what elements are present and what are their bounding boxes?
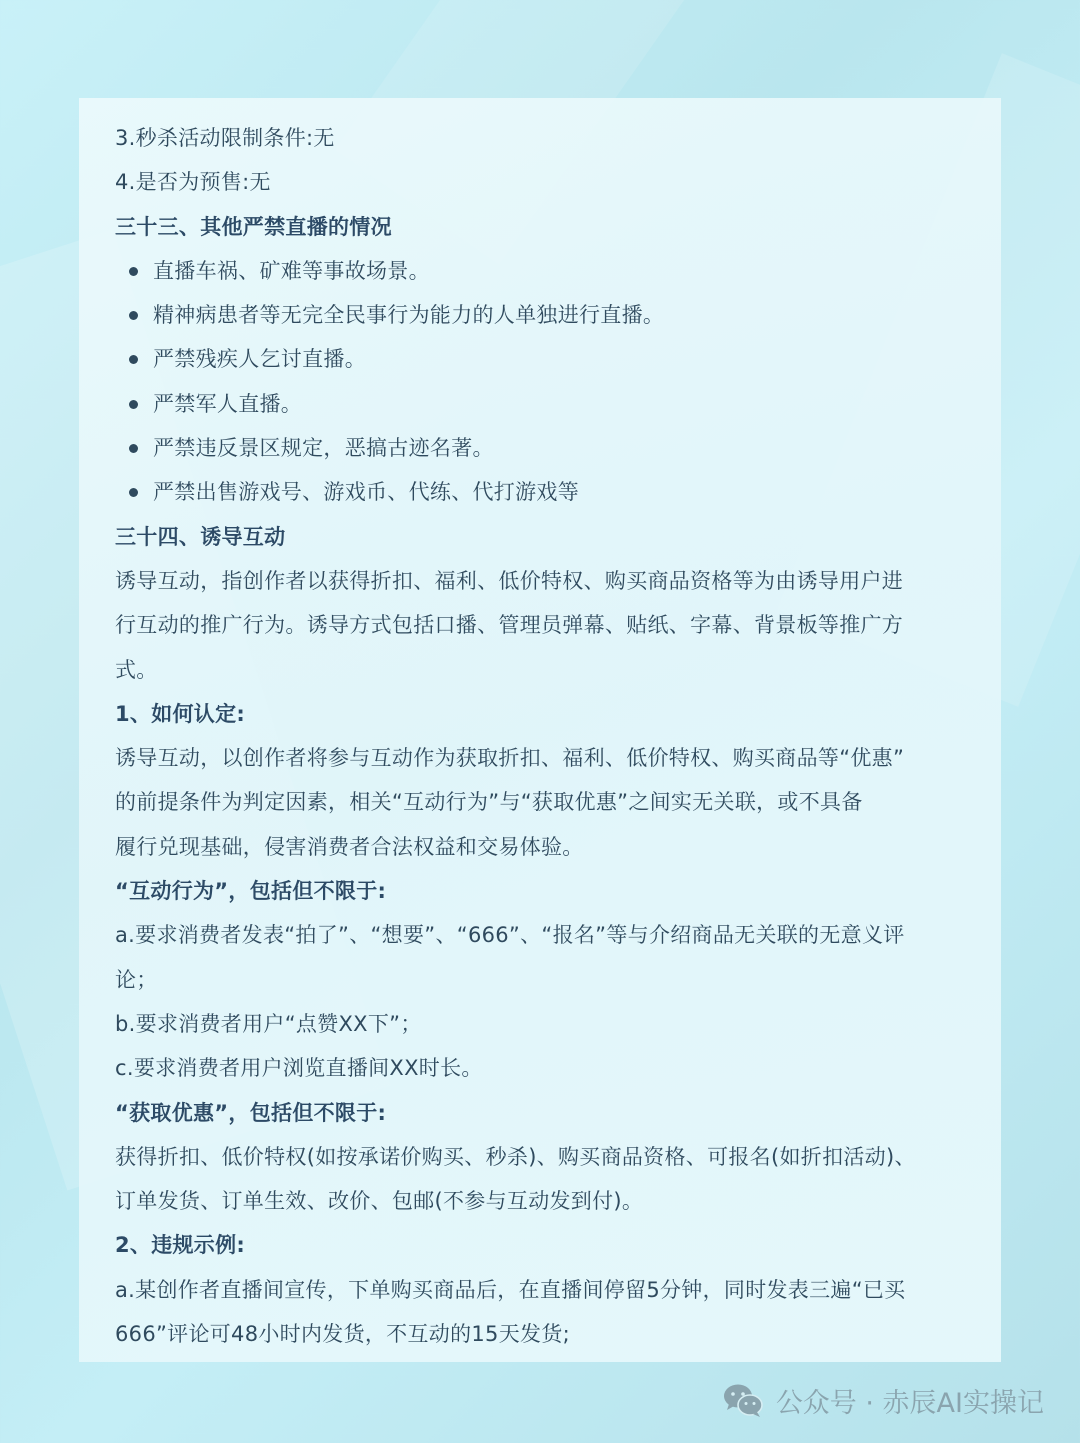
- bullet-item: [115, 426, 1001, 470]
- bullet-item: [115, 470, 1001, 514]
- watermark: [722, 1378, 1044, 1422]
- bullet-dot-icon: [129, 488, 138, 497]
- paragraph-line: 诱导互动，以创作者将参与互动作为获取折扣、福利、低价特权、购买商品等“优惠”: [115, 746, 905, 771]
- section-heading: 三十三、其他严禁直播的情况: [115, 214, 392, 239]
- bullet-item: [115, 249, 1001, 293]
- bullet-text: 严禁残疾人乞讨直播。: [153, 347, 366, 372]
- bullet-text: 直播车祸、矿难等事故场景。: [153, 258, 430, 283]
- subsection-heading: “获取优惠”，包括但不限于:: [115, 1100, 387, 1125]
- subsection-heading: 1、如何认定:: [115, 701, 246, 726]
- paragraph-line: 行互动的推广行为。诱导方式包括口播、管理员弹幕、贴纸、字幕、背景板等推广方: [115, 613, 904, 638]
- bullet-text: 精神病患者等无完全民事行为能力的人单独进行直播。: [153, 303, 665, 328]
- paragraph-line: 诱导互动，指创作者以获得折扣、福利、低价特权、购买商品资格等为由诱导用户进: [115, 568, 904, 593]
- paragraph-line: c.要求消费者用户浏览直播间XX时长。: [115, 1056, 483, 1081]
- paragraph-line: 订单发货、订单生效、改价、包邮(不参与互动发到付)。: [115, 1189, 644, 1214]
- paragraph-line: 式。: [115, 657, 158, 682]
- text-line: 3.秒杀活动限制条件:无: [115, 126, 335, 150]
- paragraph-line: 履行兑现基础，侵害消费者合法权益和交易体验。: [115, 834, 584, 859]
- bullet-dot-icon: [129, 267, 138, 276]
- paragraph-line: 666”评论可48小时内发货，不互动的15天发货;: [115, 1322, 570, 1347]
- bullet-text: 严禁军人直播。: [153, 391, 303, 416]
- section-heading: 三十四、诱导互动: [115, 524, 286, 549]
- bullet-item: [115, 293, 1001, 337]
- bullet-dot-icon: [129, 400, 138, 409]
- watermark-text: 公众号 · 赤辰AI实操记: [775, 1387, 1044, 1419]
- bullet-text: 严禁出售游戏号、游戏币、代练、代打游戏等: [153, 480, 579, 505]
- bullet-item: [115, 382, 1001, 426]
- paragraph-line: 的前提条件为判定因素，相关“互动行为”与“获取优惠”之间实无关联，或不具备: [115, 790, 863, 815]
- paragraph-line: 获得折扣、低价特权(如按承诺价购买、秒杀)、购买商品资格、可报名(如折扣活动)、: [115, 1144, 916, 1169]
- subsection-heading: “互动行为”，包括但不限于:: [115, 879, 387, 904]
- bullet-text: 严禁违反景区规定，恶搞古迹名著。: [153, 436, 494, 461]
- paragraph-line: a.某创作者直播间宣传，下单购买商品后，在直播间停留5分钟，同时发表三遍“已买: [115, 1277, 906, 1302]
- subsection-heading: 2、违规示例:: [115, 1233, 246, 1258]
- bullet-dot-icon: [129, 311, 138, 320]
- content-card: [79, 98, 1001, 1362]
- paragraph-line: b.要求消费者用户“点赞XX下”；: [115, 1011, 422, 1036]
- bullet-item: [115, 337, 1001, 381]
- paragraph-line: a.要求消费者发表“拍了”、“想要”、“666”、“报名”等与介绍商品无关联的无意义评: [115, 923, 905, 948]
- text-line: 4.是否为预售:无: [115, 170, 271, 195]
- bullet-dot-icon: [129, 444, 138, 453]
- wechat-icon: [722, 1381, 764, 1419]
- bullet-dot-icon: [129, 355, 138, 364]
- paragraph-line: 论；: [115, 967, 158, 992]
